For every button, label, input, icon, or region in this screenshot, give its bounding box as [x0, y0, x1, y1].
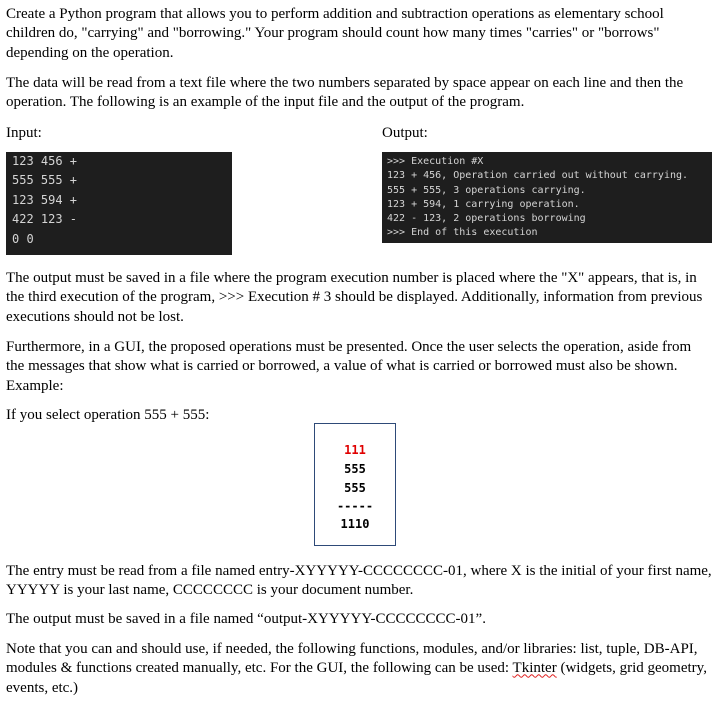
output-line: 555 + 555, 3 operations carrying. — [387, 184, 586, 196]
libraries-note-tail: (widgets, grid geometry, events, etc.) — [6, 660, 707, 696]
intro-paragraph: Create a Python program that allows you to perform addition and subtraction operations as elementary school children do, "carrying" and "borrowing." Your program should count how many times "carries" or "borrows" depending on the operation. — [6, 6, 664, 61]
entry-file-paragraph: The entry must be read from a file named entry-XYYYYY-CCCCCCCC-01, where X is the initial of your first name, YYYYY is your last name, CCCCCCCC is your document number. — [6, 563, 712, 599]
output-file-paragraph: The output must be saved in a file where the program execution number is placed where the "X" appears, that is, in the third execution of the program, >>> Execution # 3 should be displayed. Additionally, information from previous executions should not be lost. — [6, 270, 703, 325]
output-line: 123 + 594, 1 carrying operation. — [387, 198, 580, 210]
libraries-note-paragraph — [6, 640, 712, 698]
second-operand: 555 — [344, 481, 366, 495]
sum-result: 1110 — [340, 517, 370, 531]
divider-line: ----- — [336, 499, 374, 513]
output-line: 123 + 456, Operation carried out without carrying. — [387, 170, 689, 182]
output-code-block — [382, 152, 712, 243]
output-label: Output: — [382, 125, 428, 141]
input-line: 555 555 + — [12, 173, 78, 188]
input-line: 0 0 — [12, 231, 34, 246]
data-description-paragraph: The data will be read from a text file where the two numbers separated by space appear on each line and then the operation. The following is an example of the input file and the output of the program. — [6, 75, 684, 111]
input-code-block — [6, 152, 232, 255]
input-label: Input: — [6, 125, 42, 141]
example-intro-paragraph: If you select operation 555 + 555: — [6, 407, 210, 423]
input-line: 123 456 + — [12, 154, 78, 168]
addition-example-box — [314, 423, 396, 546]
output-filename-paragraph: The output must be saved in a file named “output-XYYYYY-CCCCCCCC-01”. — [6, 611, 486, 627]
carry-digits: 111 — [344, 443, 366, 457]
output-line: >>> Execution #X — [387, 156, 484, 167]
tkinter-word: Tkinter — [512, 660, 557, 677]
gui-paragraph: Furthermore, in a GUI, the proposed operations must be presented. Once the user selects the operation, aside from the messages that show what is carried or borrowed, a value of what is carried or borrowed must also be shown. Example: — [6, 339, 692, 394]
first-operand: 555 — [344, 462, 366, 476]
input-line: 422 123 - — [12, 212, 78, 227]
output-line: 422 - 123, 2 operations borrowing — [387, 213, 586, 225]
libraries-note-text: Note that you can and should use, if needed, the following functions, modules, and/or libraries: list, tuple, DB-API, modules & functions created manually, etc. For the GUI, the following can be used: — [6, 641, 698, 677]
input-line: 123 594 + — [12, 192, 78, 207]
output-line: >>> End of this execution — [387, 227, 538, 239]
